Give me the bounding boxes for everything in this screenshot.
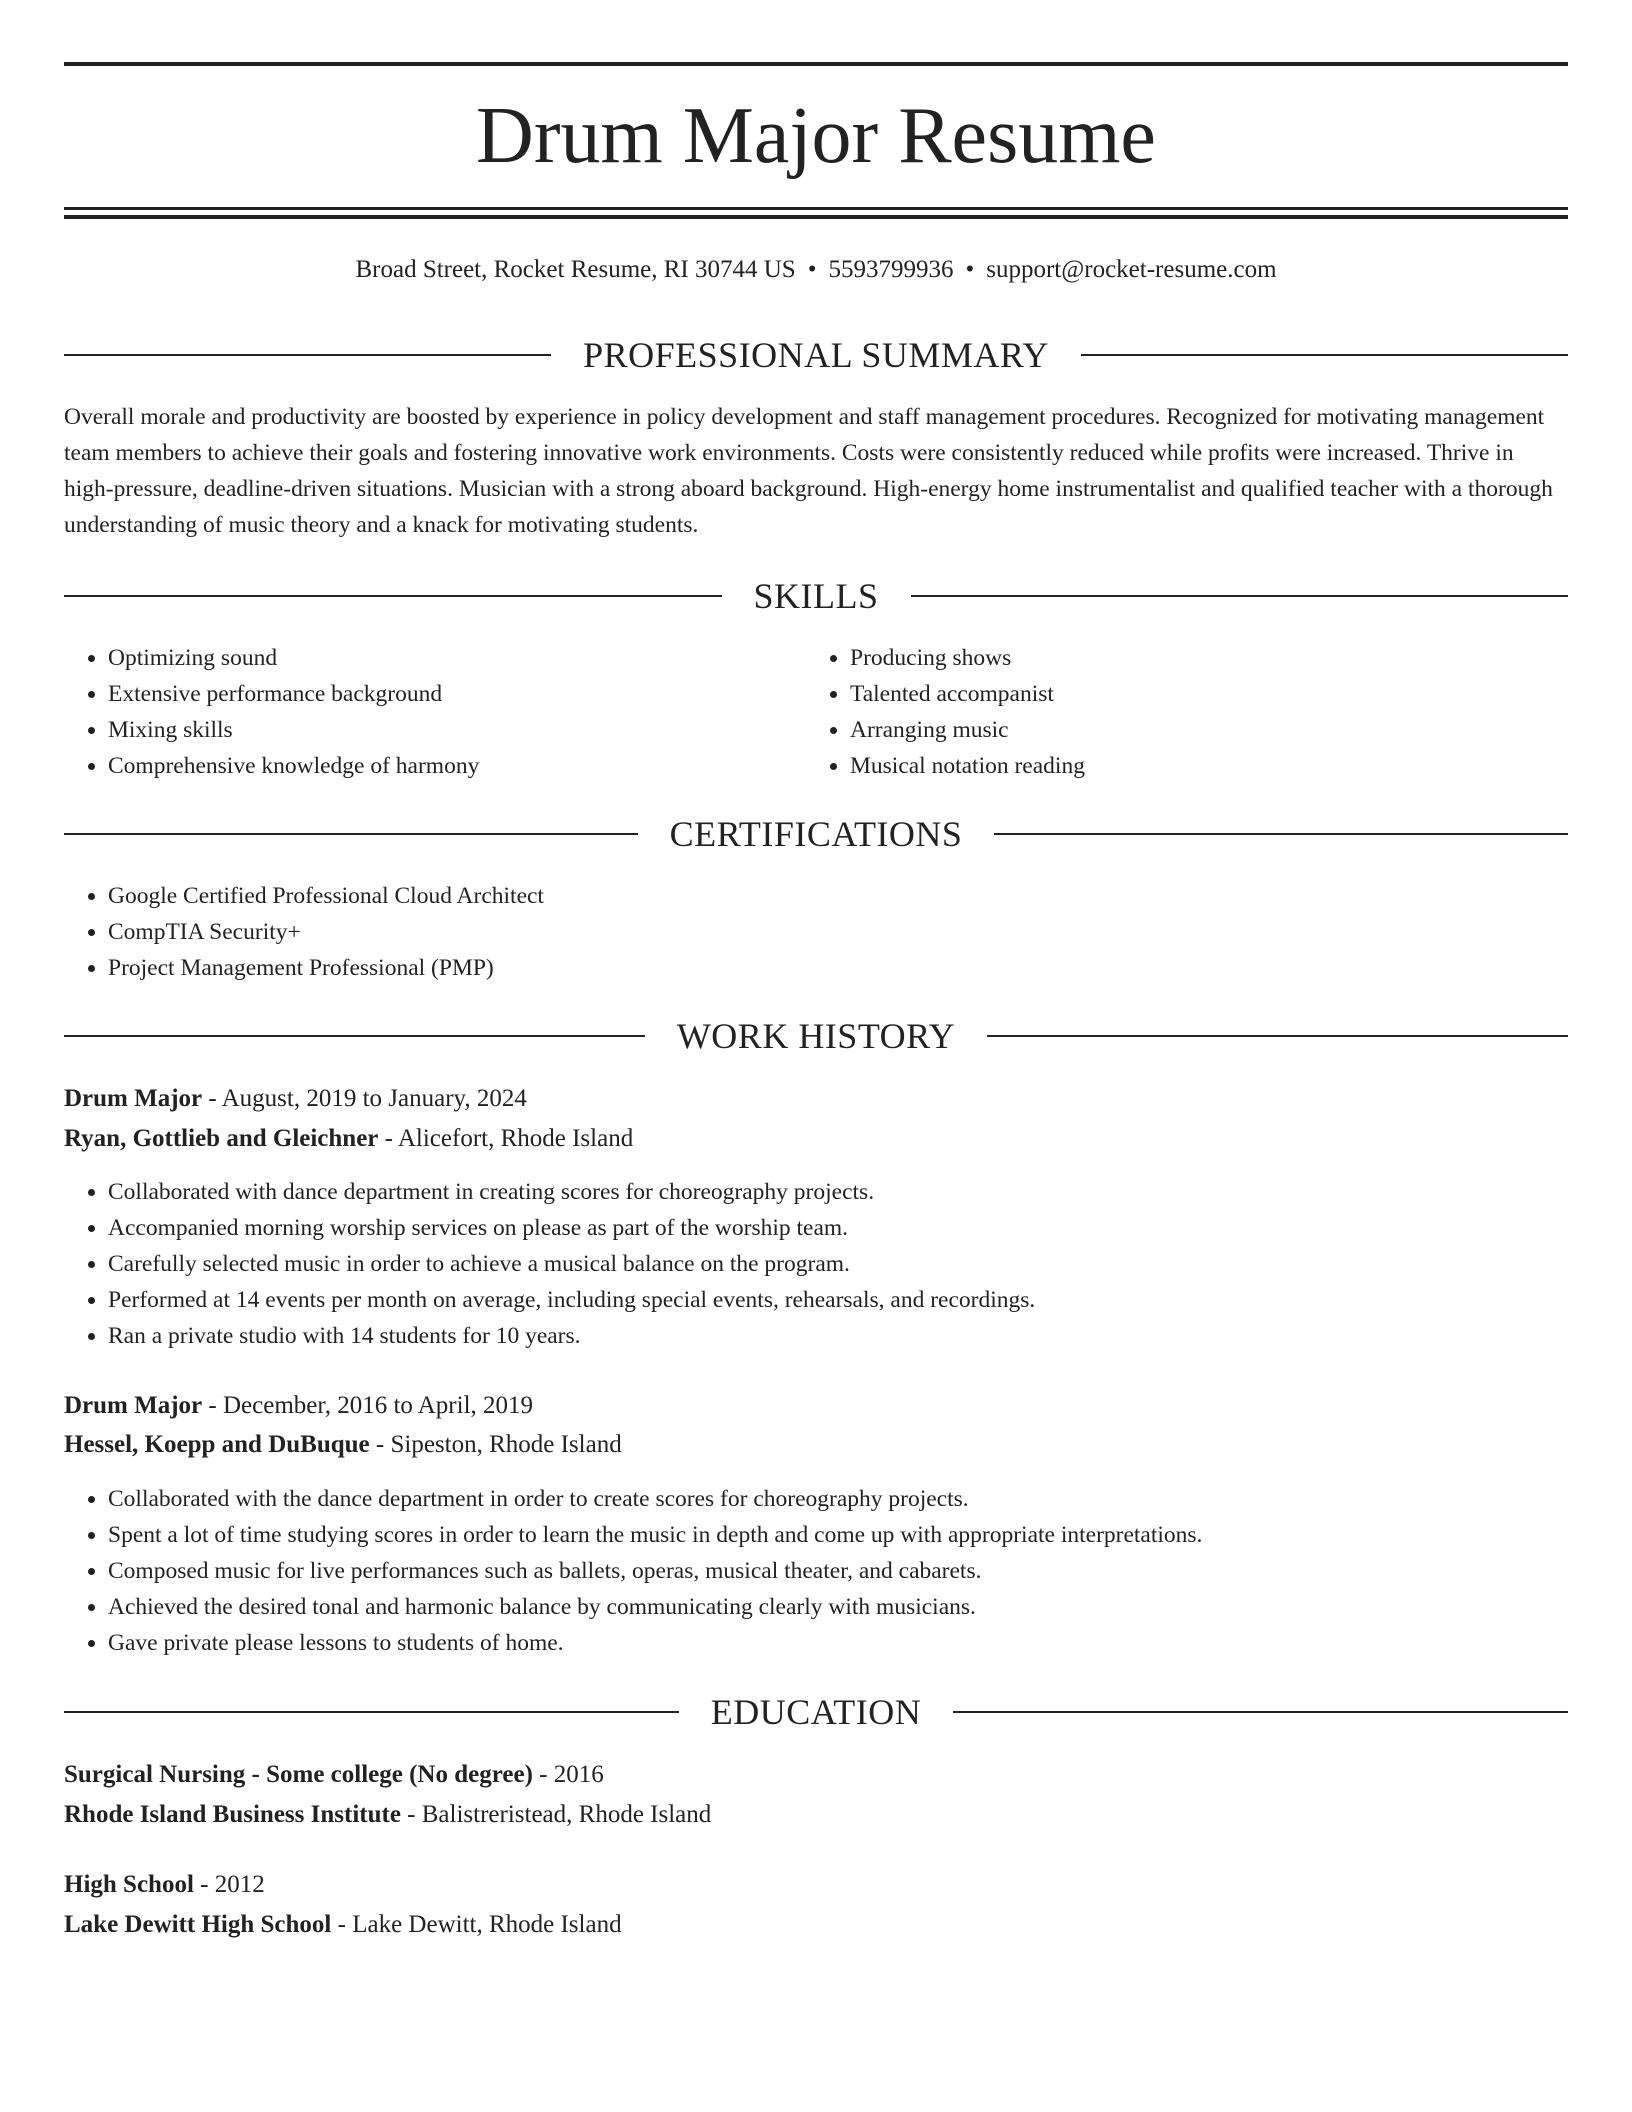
- contact-separator: •: [807, 256, 817, 283]
- heading-rule-right: [911, 595, 1569, 597]
- job-title: Drum Major: [64, 1392, 203, 1419]
- job-dates: - December, 2016 to April, 2019: [202, 1392, 534, 1419]
- skill-item: • Comprehensive knowledge of harmony: [108, 748, 808, 784]
- education-location: - Lake Dewitt, Rhode Island: [331, 1911, 622, 1938]
- certification-item: • Google Certified Professional Cloud Architect: [108, 878, 1568, 914]
- contact-line: [64, 252, 1568, 288]
- skill-item: • Talented accompanist: [850, 676, 1550, 712]
- job-bullet: • Accompanied morning worship services on please as part of the worship team.: [108, 1210, 1568, 1246]
- job-company: Ryan, Gottlieb and Gleichner: [64, 1125, 379, 1152]
- skills-list-left: [64, 640, 808, 784]
- skill-item: • Optimizing sound: [108, 640, 808, 676]
- education-degree: Surgical Nursing - Some college (No degree): [64, 1761, 533, 1788]
- heading-rule-right: [987, 1035, 1568, 1037]
- certifications-list: [64, 878, 1568, 986]
- heading-rule-right: [953, 1711, 1568, 1713]
- summary-heading: [64, 333, 1568, 377]
- heading-rule-right: [994, 833, 1568, 835]
- education-degree: High School: [64, 1871, 194, 1898]
- job-company-line: [64, 1425, 1568, 1465]
- education-degree-line: [64, 1755, 1568, 1795]
- heading-rule-left: [64, 354, 551, 356]
- heading-rule-left: [64, 1711, 679, 1713]
- job-bullets: [64, 1481, 1568, 1661]
- top-rule: [64, 62, 1568, 66]
- job-bullet: • Performed at 14 events per month on average, including special events, rehearsals, and recordings.: [108, 1282, 1568, 1318]
- skills-list-right: [806, 640, 1550, 784]
- skill-item: • Arranging music: [850, 712, 1550, 748]
- job-location: - Alicefort, Rhode Island: [378, 1125, 634, 1152]
- job-bullet: • Achieved the desired tonal and harmonic balance by communicating clearly with musicians.: [108, 1589, 1568, 1625]
- education-year: - 2016: [532, 1761, 604, 1788]
- skills-heading: [64, 574, 1568, 618]
- education-location: - Balistreristead, Rhode Island: [400, 1801, 712, 1828]
- heading-rule-left: [64, 833, 638, 835]
- job-bullet: • Collaborated with the dance department in order to create scores for choreography projects.: [108, 1481, 1568, 1517]
- contact-address: Broad Street, Rocket Resume, RI 30744 US: [355, 256, 796, 283]
- education-school-line: [64, 1905, 1568, 1945]
- double-rule-upper: [64, 207, 1568, 210]
- job-bullet: • Carefully selected music in order to achieve a musical balance on the program.: [108, 1246, 1568, 1282]
- heading-rule-left: [64, 1035, 645, 1037]
- contact-separator: •: [965, 256, 975, 283]
- certifications-heading: [64, 812, 1568, 856]
- heading-rule-left: [64, 595, 722, 597]
- job-title: Drum Major: [64, 1085, 203, 1112]
- skill-item: • Mixing skills: [108, 712, 808, 748]
- certification-item: • CompTIA Security+: [108, 914, 1568, 950]
- resume-title: Drum Major Resume: [476, 92, 1156, 180]
- education-year: - 2012: [193, 1871, 265, 1898]
- certification-item: • Project Management Professional (PMP): [108, 950, 1568, 986]
- job-bullets: [64, 1174, 1568, 1354]
- double-rule-lower: [64, 215, 1568, 219]
- work-history-heading: [64, 1014, 1568, 1058]
- job-location: - Sipeston, Rhode Island: [369, 1431, 622, 1458]
- contact-phone: 5593799936: [828, 256, 954, 283]
- education-degree-line: [64, 1865, 1568, 1905]
- job-company-line: [64, 1119, 1568, 1159]
- skill-item: • Producing shows: [850, 640, 1550, 676]
- job-bullet: • Ran a private studio with 14 students for 10 years.: [108, 1318, 1568, 1354]
- job-bullet: • Collaborated with dance department in creating scores for choreography projects.: [108, 1174, 1568, 1210]
- skills-heading-text: SKILLS: [753, 576, 879, 616]
- job-bullet: • Gave private please lessons to students of home.: [108, 1625, 1568, 1661]
- education-school: Lake Dewitt High School: [64, 1911, 332, 1938]
- education-school: Rhode Island Business Institute: [64, 1801, 401, 1828]
- heading-rule-right: [1081, 354, 1568, 356]
- skill-item: • Extensive performance background: [108, 676, 808, 712]
- job-title-line: [64, 1386, 1568, 1426]
- job-bullet: • Spent a lot of time studying scores in order to learn the music in depth and come up with appropriate interpretations.: [108, 1517, 1568, 1553]
- education-heading: [64, 1690, 1568, 1734]
- certifications-heading-text: CERTIFICATIONS: [669, 814, 963, 854]
- job-title-line: [64, 1079, 1568, 1119]
- contact-email: support@rocket-resume.com: [986, 256, 1277, 283]
- job-company: Hessel, Koepp and DuBuque: [64, 1431, 370, 1458]
- job-bullet: • Composed music for live performances such as ballets, operas, musical theater, and cabarets.: [108, 1553, 1568, 1589]
- education-school-line: [64, 1795, 1568, 1835]
- summary-text: Overall morale and productivity are boosted by experience in policy development and staff management procedures. Recognized for motivating management team members to achieve their goals and fostering innovative work environments. Costs were consistently reduced while profits were increased. Thrive in high-pressure, deadline-driven situations. Musician with a strong aboard background. High-energy home instrumentalist and qualified teacher with a thorough understanding of music theory and a knack for motivating students.: [64, 404, 1553, 538]
- summary-heading-text: PROFESSIONAL SUMMARY: [583, 335, 1049, 375]
- work-history-heading-text: WORK HISTORY: [676, 1016, 956, 1056]
- skill-item: • Musical notation reading: [850, 748, 1550, 784]
- education-heading-text: EDUCATION: [710, 1692, 922, 1732]
- job-dates: - August, 2019 to January, 2024: [202, 1085, 527, 1112]
